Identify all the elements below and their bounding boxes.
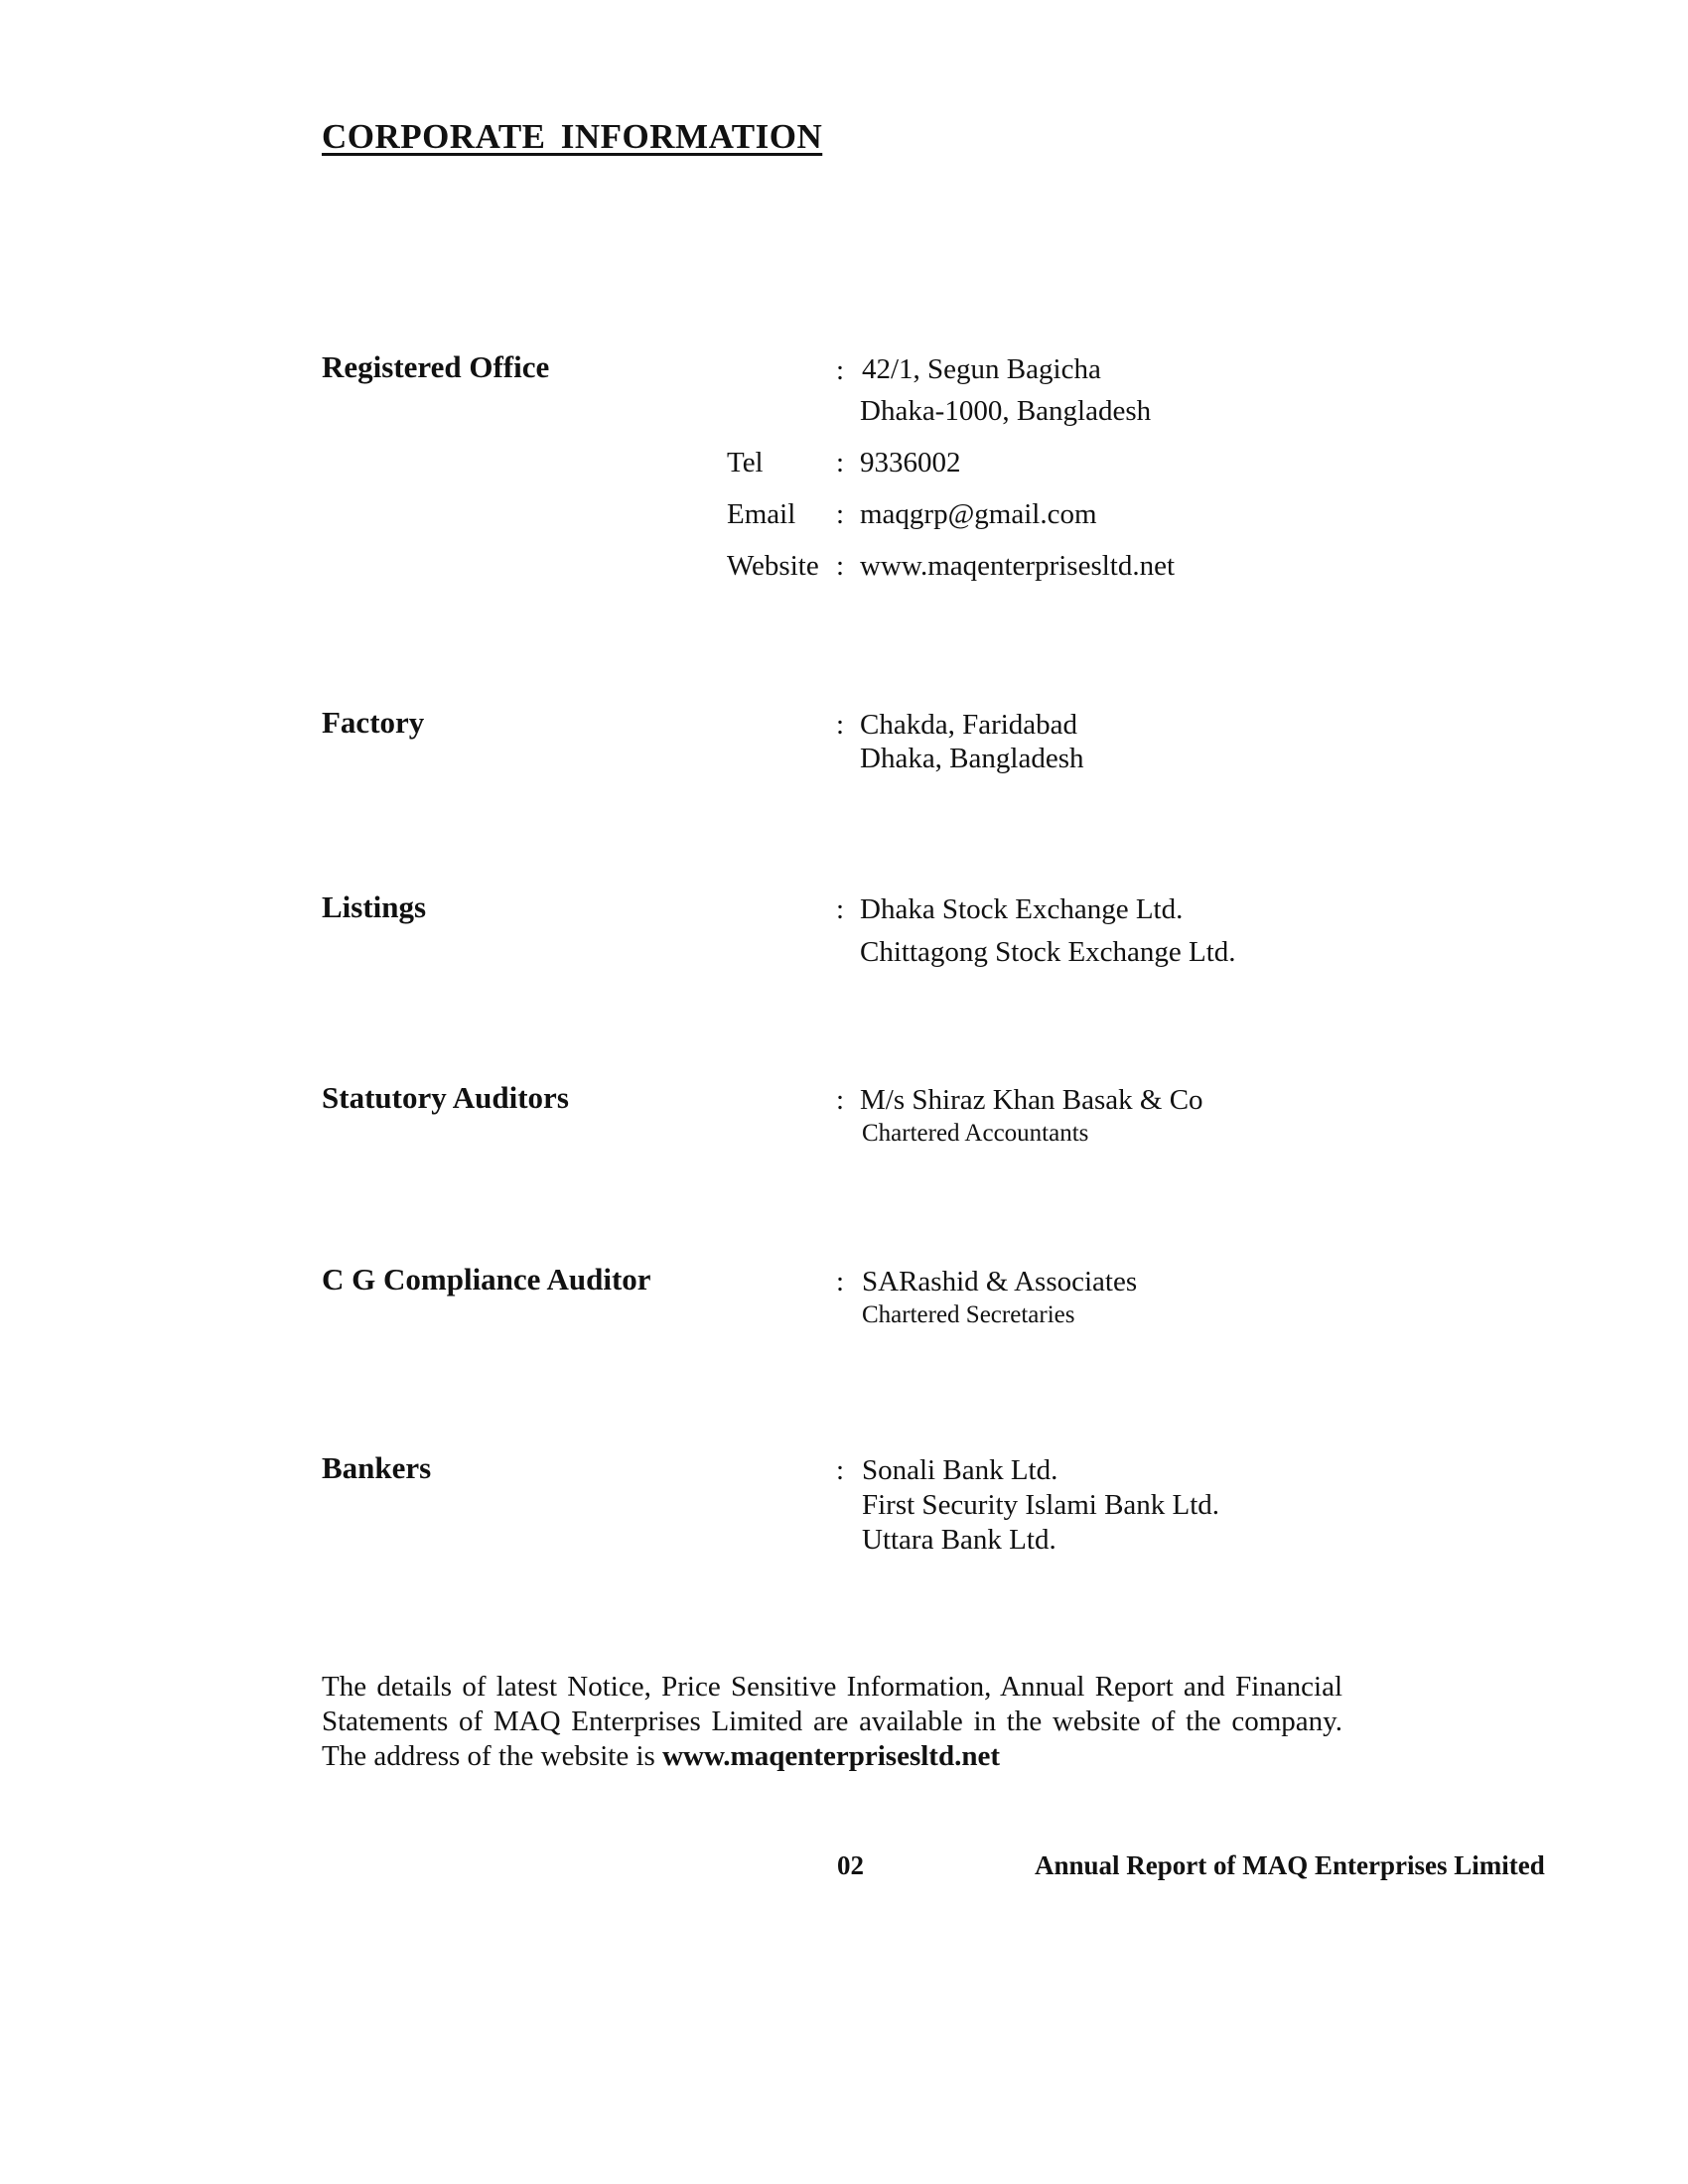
statutory-auditors-designation: Chartered Accountants <box>862 1120 1089 1147</box>
factory-line1: Chakda, Faridabad <box>860 709 1078 741</box>
cg-compliance-auditor-label: C G Compliance Auditor <box>322 1262 651 1297</box>
cg-compliance-auditor-designation: Chartered Secretaries <box>862 1301 1075 1328</box>
tel-label: Tel <box>727 447 764 478</box>
registered-office-label: Registered Office <box>322 349 550 384</box>
website-label: Website <box>727 550 819 582</box>
statutory-auditors-label: Statutory Auditors <box>322 1080 569 1115</box>
running-footer: Annual Report of MAQ Enterprises Limited <box>1035 1850 1545 1880</box>
factory-label: Factory <box>322 705 425 740</box>
tel-colon: : <box>836 447 845 478</box>
listings-label: Listings <box>322 889 427 924</box>
listing-item: Chittagong Stock Exchange Ltd. <box>860 936 1236 968</box>
cg-compliance-auditor-colon: : <box>836 1266 845 1297</box>
factory-line2: Dhaka, Bangladesh <box>860 743 1084 774</box>
bankers-colon: : <box>836 1454 845 1486</box>
statutory-auditors-name: M/s Shiraz Khan Basak & Co <box>860 1084 1203 1116</box>
email-value: maqgrp@gmail.com <box>860 498 1097 530</box>
listing-item: Dhaka Stock Exchange Ltd. <box>860 893 1184 925</box>
footer-note <box>322 1670 1342 1774</box>
banker-item: First Security Islami Bank Ltd. <box>862 1489 1220 1521</box>
footer-note-text: The details of latest Notice, Price Sensitive Information, Annual Report and Financial Statements of MAQ Enterprises Limited are available in the website of the company. The address of the website is <box>322 1671 1342 1772</box>
factory-colon: : <box>836 709 845 741</box>
registered-office-address-line1: 42/1, Segun Bagicha <box>862 353 1101 385</box>
cg-compliance-auditor-name: SARashid & Associates <box>862 1266 1138 1297</box>
page-number: 02 <box>837 1850 864 1880</box>
footer-note-website: www.maqenterprisesltd.net <box>662 1740 1000 1772</box>
email-label: Email <box>727 498 796 530</box>
page-title: CORPORATE INFORMATION <box>322 117 823 156</box>
bankers-label: Bankers <box>322 1450 432 1485</box>
website-colon: : <box>836 550 845 582</box>
listings-colon: : <box>836 893 845 925</box>
statutory-auditors-colon: : <box>836 1084 845 1116</box>
tel-value: 9336002 <box>860 447 961 478</box>
registered-office-colon: : <box>836 354 845 386</box>
website-value: www.maqenterprisesltd.net <box>860 550 1176 582</box>
banker-item: Uttara Bank Ltd. <box>862 1524 1056 1556</box>
registered-office-address-line2: Dhaka-1000, Bangladesh <box>860 395 1152 427</box>
banker-item: Sonali Bank Ltd. <box>862 1454 1058 1486</box>
email-colon: : <box>836 498 845 530</box>
